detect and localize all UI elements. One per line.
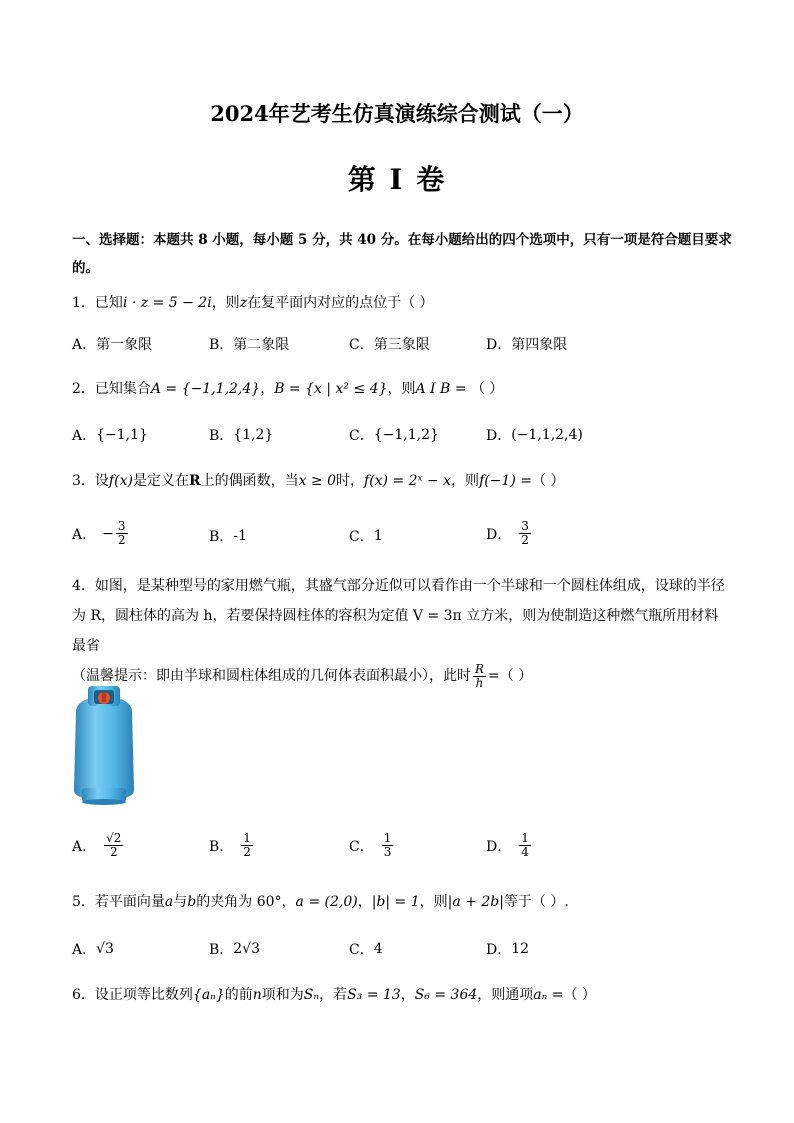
question-5-options bbox=[72, 939, 732, 965]
question-4-stem bbox=[72, 571, 732, 691]
option-c[interactable]: C． {−1,1,2} bbox=[349, 427, 439, 444]
option-c[interactable]: C． 第三象限 bbox=[349, 337, 430, 353]
option-b[interactable]: B． $\frac{1}{2}$ bbox=[209, 831, 251, 859]
fraction: $\frac{1}{3}$ bbox=[383, 831, 392, 859]
option-b[interactable]: B． 2√3 bbox=[209, 941, 261, 958]
fraction: $\frac{1}{4}$ bbox=[521, 831, 529, 859]
option-a[interactable]: A． 第一象限 bbox=[72, 337, 153, 353]
option-c[interactable]: C． 1 bbox=[349, 528, 383, 545]
option-b[interactable]: B． -1 bbox=[209, 528, 247, 545]
fraction-r-over-h: $\frac{R}{h}$ bbox=[475, 661, 485, 690]
question-2-stem: 2．已知集合A = {−1,1,2,4}，B = {x | x² ≤ 4}，则A I B = （ ） bbox=[72, 381, 504, 397]
option-d[interactable]: D． $\frac{1}{4}$ bbox=[486, 831, 529, 859]
section-instructions: 一、选择题：本题共 8 小题，每小题 5 分，共 40 分。在每小题给出的四个选项中，只有一项是符合题目要求的。 bbox=[72, 232, 732, 276]
option-c[interactable]: C． 4 bbox=[349, 941, 383, 958]
option-a[interactable]: A． $\frac{√2}{2}$ bbox=[72, 831, 122, 859]
option-b[interactable]: B． 第二象限 bbox=[209, 337, 290, 353]
gas-cylinder-figure bbox=[68, 684, 140, 806]
option-d[interactable]: D． $\frac{3}{2}$ bbox=[486, 519, 529, 547]
question-5-stem: 5．若平面向量a与b的夹角为 60°，a = (2,0)，|b| = 1，则|a + 2b|等于（ ）. bbox=[72, 894, 569, 910]
stem-line: 为 R，圆柱体的高为 h，若要保持圆柱体的容积为定值 V = 3π 立方米，则为使制造这种燃气瓶所用材料最省 bbox=[72, 608, 719, 654]
stem-line: （温馨提示：即由半球和圆柱体组成的几何体表面积最小），此时 $\frac{R}{h}$ =（ ） bbox=[72, 661, 533, 690]
question-3-stem: 3．设f(x)是定义在R上的偶函数，当x ≥ 0时，f(x) = 2ˣ − x，则f(−1) =（ ） bbox=[72, 473, 565, 489]
fraction: $\frac{3}{2}$ bbox=[521, 519, 529, 547]
option-a[interactable]: A． − $\frac{3}{2}$ bbox=[72, 519, 126, 547]
question-6-stem: 6．设正项等比数列{aₙ}的前n项和为Sₙ，若S₃ = 13，S₆ = 364，则通项aₙ =（ ） bbox=[72, 987, 596, 1003]
question-2-options bbox=[72, 425, 732, 451]
question-1-options bbox=[72, 334, 732, 360]
option-d[interactable]: D． (−1,1,2,4) bbox=[486, 427, 583, 444]
option-d[interactable]: D． 12 bbox=[486, 941, 530, 958]
fraction: $\frac{3}{2}$ bbox=[117, 519, 126, 547]
option-a[interactable]: A． √3 bbox=[72, 941, 114, 958]
stem-line: 4．如图，是某种型号的家用燃气瓶，其盛气部分近似可以看作由一个半球和一个圆柱体组成，设球的半径 bbox=[72, 578, 725, 594]
question-3-options bbox=[72, 520, 732, 546]
option-b[interactable]: B． {1,2} bbox=[209, 427, 274, 444]
page-title: 2024年艺考生仿真演练综合测试（一） bbox=[210, 101, 584, 126]
option-c[interactable]: C． $\frac{1}{3}$ bbox=[349, 831, 392, 859]
fraction: $\frac{1}{2}$ bbox=[243, 831, 251, 859]
option-a[interactable]: A． {−1,1} bbox=[72, 427, 148, 444]
fraction: $\frac{√2}{2}$ bbox=[106, 831, 122, 859]
question-1-stem: 1．已知i · z = 5 − 2i，则z在复平面内对应的点位于（ ） bbox=[72, 295, 434, 311]
option-d[interactable]: D． 第四象限 bbox=[486, 337, 568, 353]
question-4-options bbox=[72, 832, 732, 858]
paper-section-title: 第 I 卷 bbox=[347, 163, 447, 196]
